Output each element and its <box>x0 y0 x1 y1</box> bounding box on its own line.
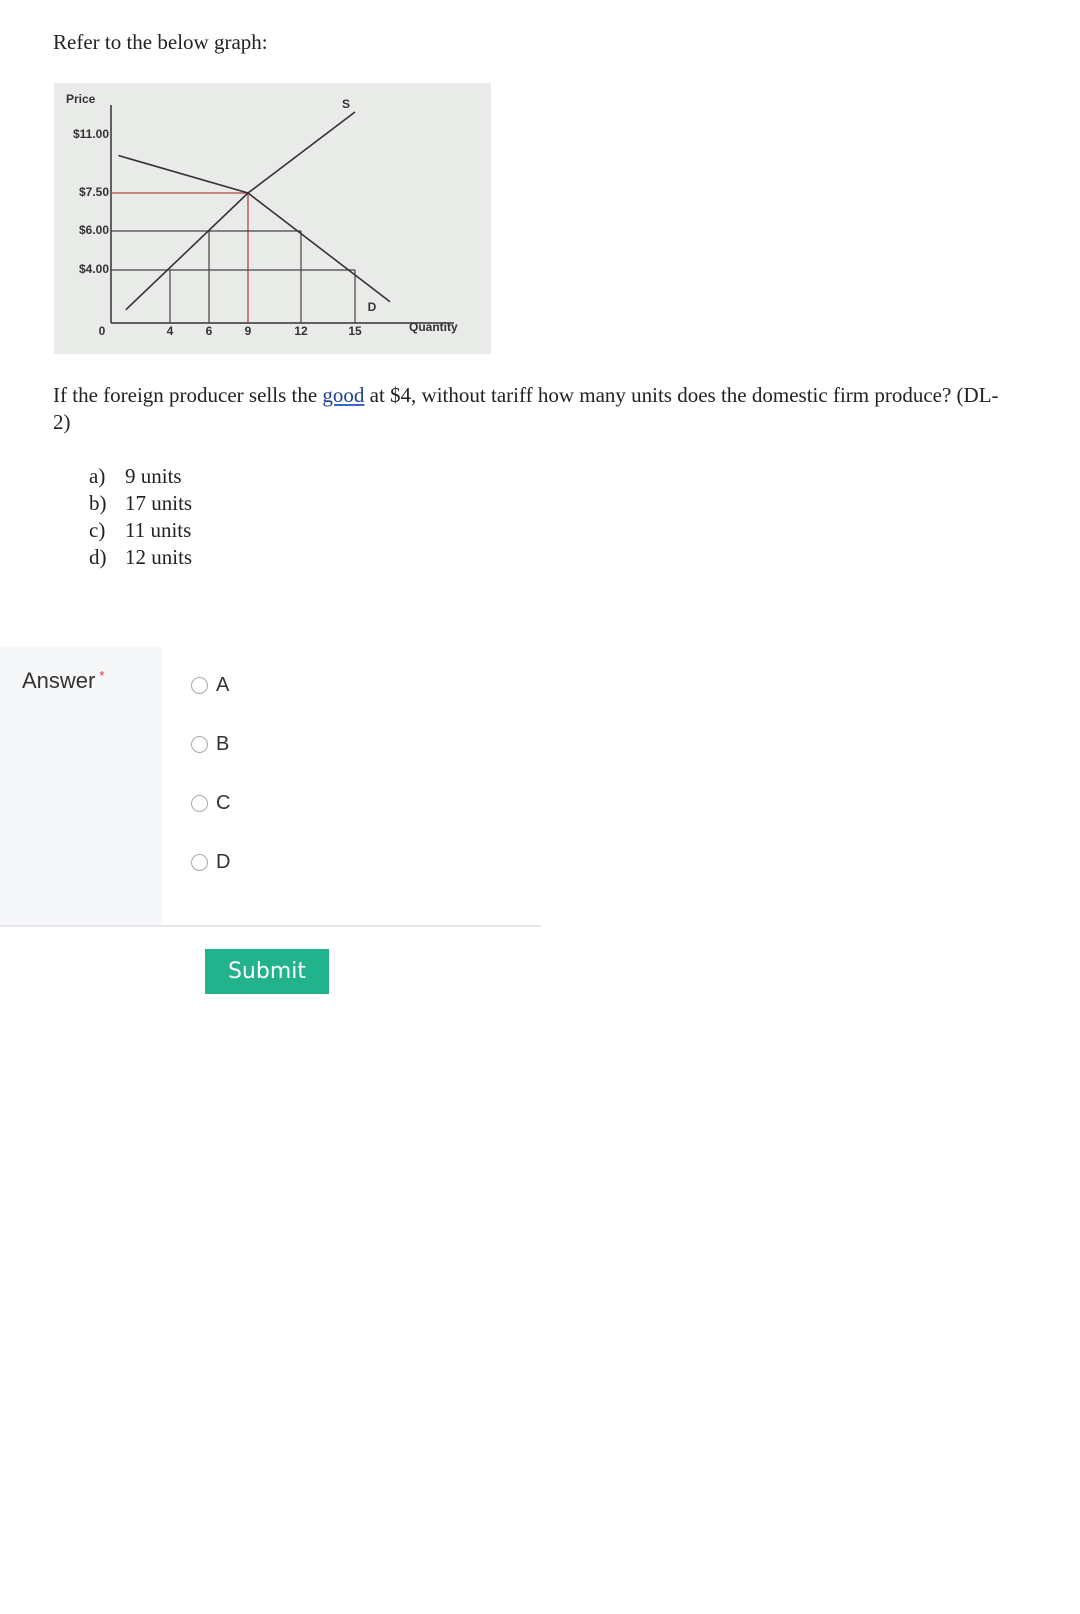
answer-label <box>22 668 104 694</box>
question-before: If the foreign producer sells the <box>53 383 323 407</box>
x-tick-label: 15 <box>348 324 362 338</box>
y-tick-label: $6.00 <box>78 223 109 237</box>
option-item <box>89 490 192 517</box>
answer-option-label: D <box>216 851 231 873</box>
x-axis-label: Quantity <box>409 320 458 334</box>
option-text: 9 units <box>125 464 182 488</box>
x-tick-label: 9 <box>244 324 252 338</box>
glossary-link-good[interactable]: good <box>322 383 365 407</box>
option-text: 12 units <box>125 545 193 569</box>
chart-svg <box>54 83 491 354</box>
x-tick-label: 12 <box>294 324 308 338</box>
y-tick-label: $11.00 <box>72 127 109 141</box>
x-tick-label: 6 <box>205 324 213 338</box>
supply-curve <box>126 112 355 310</box>
answer-option-label: C <box>216 792 231 814</box>
radio-button[interactable] <box>191 677 208 694</box>
option-letter: c) <box>89 518 106 542</box>
option-item <box>89 544 192 571</box>
demand-curve <box>118 156 390 302</box>
answer-option-d[interactable] <box>191 851 230 874</box>
answer-option-a[interactable] <box>191 674 229 697</box>
option-item <box>89 517 192 544</box>
divider <box>0 925 541 927</box>
y-tick-label: $7.50 <box>78 185 109 199</box>
option-text: 11 units <box>125 518 192 542</box>
supply-demand-graph <box>54 83 491 354</box>
option-letter: b) <box>89 491 107 515</box>
answer-option-c[interactable] <box>191 792 230 815</box>
radio-button[interactable] <box>191 854 208 871</box>
answer-option-b[interactable] <box>191 733 229 756</box>
required-mark: * <box>99 668 105 683</box>
question-after: at $4, without tariff how many units does the domestic firm produce? (DL-2) <box>53 383 999 434</box>
radio-button[interactable] <box>191 795 208 812</box>
x-tick-label: 0 <box>98 324 106 338</box>
x-tick-label: 4 <box>166 324 174 338</box>
radio-button[interactable] <box>191 736 208 753</box>
demand-label: D <box>367 300 377 314</box>
answer-option-label: B <box>216 733 230 755</box>
option-item <box>89 463 192 490</box>
answer-label-text: Answer <box>22 668 96 693</box>
option-text: 17 units <box>125 491 193 515</box>
question-text <box>53 382 1013 436</box>
option-letter: d) <box>89 545 107 569</box>
option-list <box>89 463 192 571</box>
intro-text: Refer to the below graph: <box>53 30 268 54</box>
answer-option-label: A <box>216 674 230 696</box>
option-letter: a) <box>89 464 106 488</box>
y-tick-label: $4.00 <box>78 262 109 276</box>
supply-label: S <box>341 97 351 111</box>
submit-button[interactable]: Submit <box>205 949 329 994</box>
y-axis-label: Price <box>66 92 96 106</box>
